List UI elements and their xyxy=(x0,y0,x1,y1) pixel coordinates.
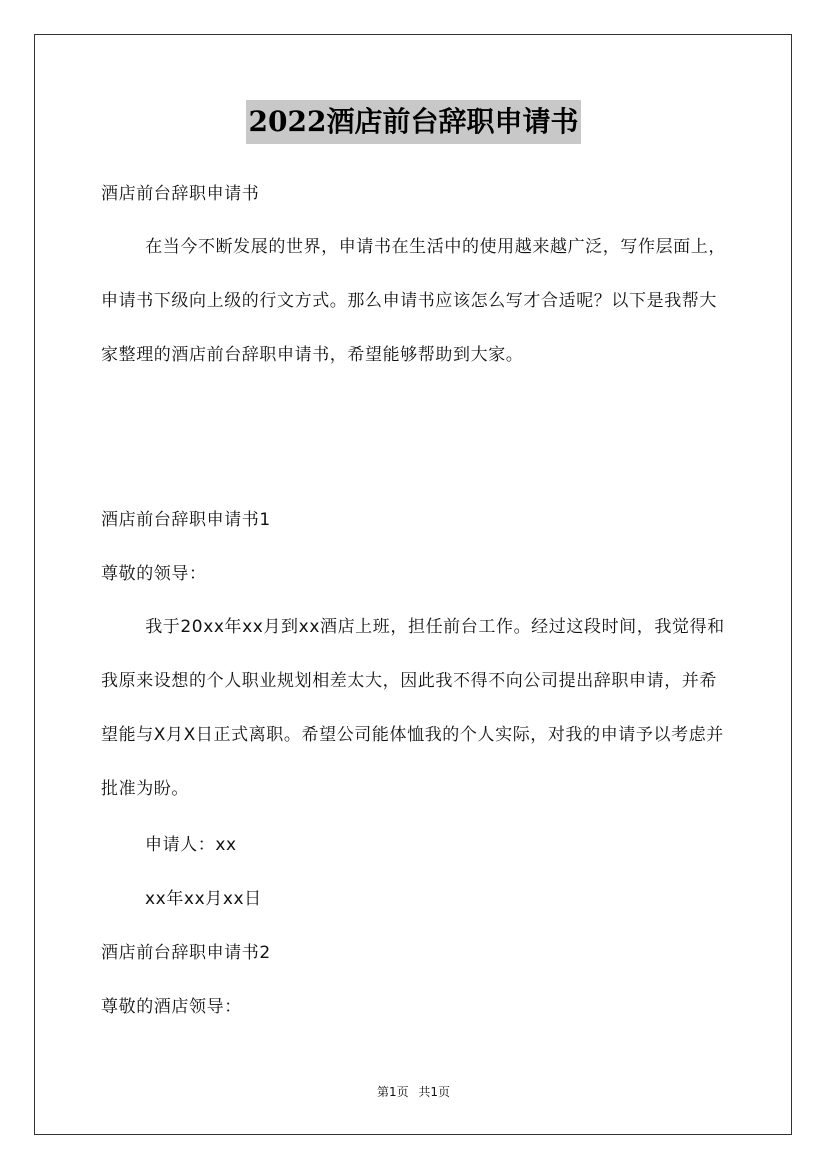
intro-paragraph: 在当今不断发展的世界，申请书在生活中的使用越来越广泛，写作层面上，申请书下级向上级的行文方式。那么申请书应该怎么写才合适呢？以下是我帮大家整理的酒店前台辞职申请书，希望能够帮助到大家。 xyxy=(101,237,726,365)
page-footer xyxy=(0,1083,827,1101)
document-title: 2022酒店前台辞职申请书 xyxy=(246,100,582,144)
section1-body: 我于20xx年xx月到xx酒店上班，担任前台工作。经过这段时间，我觉得和我原来设想的个人职业规划相差太大，因此我不得不向公司提出辞职申请，并希望能与X月X日正式离职。希望公司能体恤我的个人实际，对我的申请予以考虑并批准为盼。 xyxy=(101,617,725,799)
section1-heading: 酒店前台辞职申请书1 xyxy=(101,510,271,530)
page-number: 第1页 xyxy=(376,1085,409,1099)
section2-heading: 酒店前台辞职申请书2 xyxy=(101,943,271,963)
section1-salutation: 尊敬的领导： xyxy=(101,564,207,584)
title-container xyxy=(0,100,827,144)
document-subtitle: 酒店前台辞职申请书 xyxy=(101,184,260,204)
section2-salutation: 尊敬的酒店领导： xyxy=(101,997,242,1017)
date-line: xx年xx月xx日 xyxy=(145,889,262,909)
applicant-line: 申请人：xx xyxy=(145,835,237,855)
page-total: 共1页 xyxy=(418,1085,451,1099)
